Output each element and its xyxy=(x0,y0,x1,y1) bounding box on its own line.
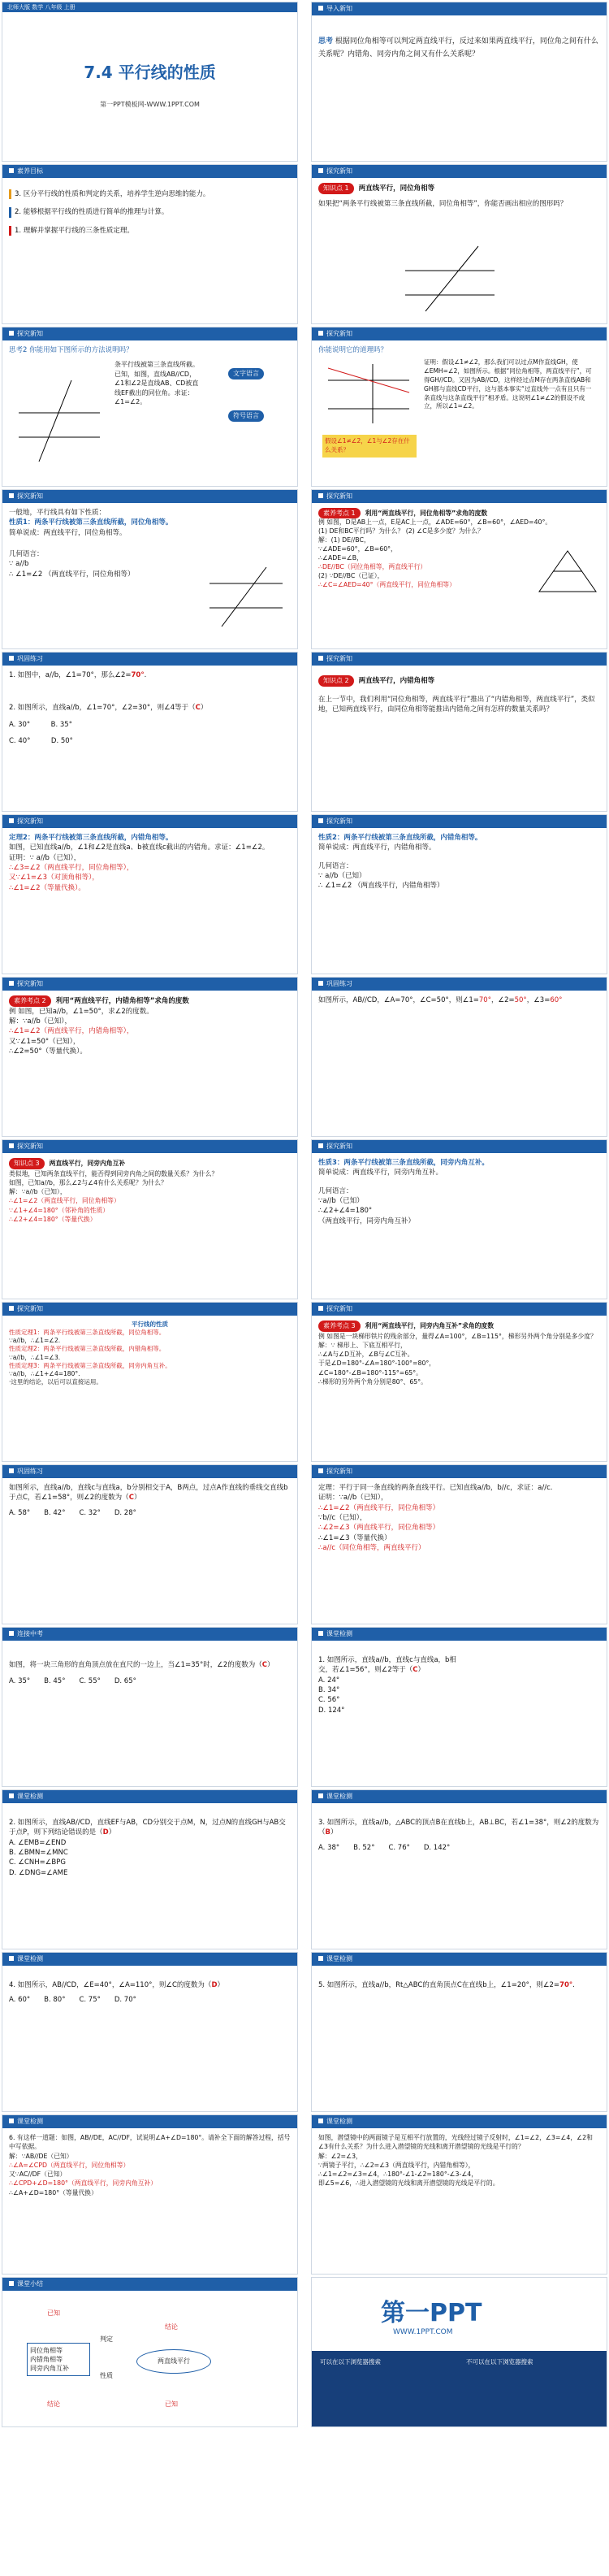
section-title: 两直线平行，同位角相等 xyxy=(358,184,435,193)
slide-p14 xyxy=(2,1302,298,1462)
label-known: 已知 xyxy=(47,2309,60,2317)
label-conclusion: 结论 xyxy=(165,2323,178,2331)
header: 课堂检测 xyxy=(17,1793,43,1800)
header: 课堂检测 xyxy=(326,1793,352,1800)
a2: ∵两镜子平行，∴∠2=∠3（两直线平行，内错角相等）， xyxy=(318,2161,475,2169)
tag-text: 文字语言 xyxy=(228,368,264,379)
title: 利用“两直线平行，同位角相等”求角的度数 xyxy=(365,510,488,517)
goal-1: 1. 理解并掌握平行线的三条性质定理。 xyxy=(9,226,291,236)
geo-line-1: ∵ a//b xyxy=(9,560,29,569)
l1: 解：∵AB//DE（已知） xyxy=(9,2152,73,2160)
slide-p16: 巩固练习 如图所示，直线a//b，直线c与直线a，b分别相交于A，B两点，过点A作直线的垂线交直线b于点C，若∠1=58°，则∠2的度数为（C） A. 58° B. 42° C. 32° D. 28° xyxy=(2,1464,298,1624)
opt-c: C. 40° xyxy=(9,736,31,745)
title: 平行线的性质 xyxy=(132,1321,168,1328)
question: 如图，已知直线a//b，∠1和∠2是直线a、b被直线c截出的内错角。求证：∠1=∠2。 xyxy=(9,843,270,852)
pill: 素养考点 1 xyxy=(318,508,361,518)
opt-c: C. 56° xyxy=(318,1696,340,1705)
ans: D xyxy=(211,1981,218,1989)
header: 课堂检测 xyxy=(326,2118,352,2125)
angle-relations: 同位角相等 内错角相等 同旁内角互补 xyxy=(27,2343,90,2376)
a5: (2) ∵DE//BC（已证）， xyxy=(318,571,384,579)
slide-p8 xyxy=(2,814,298,974)
header: 探究新知 xyxy=(17,330,43,337)
opt-a: A. ∠EMB=∠END xyxy=(9,1838,67,1847)
a3: ∴∠ADE=∠B， xyxy=(318,553,363,562)
header: 巩固练习 xyxy=(326,980,352,987)
opt-d: D. 50° xyxy=(50,736,73,745)
a1: 解：∵a//b（已知）， xyxy=(9,1017,71,1026)
property: 性质1：两条平行线被第三条直线所截，同位角相等。 xyxy=(9,518,173,527)
col2: 不可以在以下浏览器搜索 xyxy=(466,2358,533,2366)
figure xyxy=(15,376,104,466)
figure xyxy=(324,360,413,425)
header: 探究新知 xyxy=(326,330,352,337)
note: 假设∠1≠∠2，∠1与∠2存在什么关系？ xyxy=(322,435,417,458)
l3: ∵b//c（已知）， xyxy=(318,1513,367,1522)
opt-b: B. ∠BMN=∠MNC xyxy=(9,1848,68,1857)
tag-symbol: 符号语言 xyxy=(228,410,264,422)
header: 巩固练习 xyxy=(17,1468,43,1475)
a2: ∴∠A与∠D互补，∠B与∠C互补。 xyxy=(318,1351,414,1359)
l4: ∴∠CPD+∠D=180°（两直线平行，同旁内角互补） xyxy=(9,2179,158,2188)
s2b: ∵a//b，∴∠1=∠3. xyxy=(9,1353,61,1361)
opt-a: A. 30° xyxy=(9,720,31,729)
slide-p9 xyxy=(311,814,607,974)
slide-p19: 课堂检测 1. 如图所示，直线a//b，直线c与直线a，b相交，若∠1=56°，则∠2等于（C） A. 24° B. 34° C. 56° D. 124° xyxy=(311,1627,607,1787)
header: 课堂检测 xyxy=(17,2118,43,2125)
ex: 例 如图是一块梯形铁片的残余部分，量得∠A=100°，∠B=115°，梯形另外两个角分别是多少度？ xyxy=(318,1332,597,1340)
question: (1) DE和BC平行吗？为什么？ (2) ∠C是多少度？为什么？ xyxy=(318,527,484,536)
a4: ∴∠2=50°（等量代换）。 xyxy=(9,1047,87,1056)
note: ·这里的结论，以后可以直接运用。 xyxy=(9,1377,102,1386)
label-prop: 性质 xyxy=(100,2372,113,2379)
slide-cover xyxy=(2,2,298,162)
opt-b: B. 80° xyxy=(44,1996,66,2005)
opt-b: B. 35° xyxy=(50,720,72,729)
header: 探究新知 xyxy=(17,1143,43,1150)
l1: ∵ a//b（已知） xyxy=(318,871,366,880)
think: 思考2 你能用如下图所示的方法说明吗？ xyxy=(9,346,133,354)
q: 4. 如图所示，AB//CD，∠E=40°，∠A=110°，则∠C的度数为（ xyxy=(9,1981,212,1989)
mid: ，∠2= xyxy=(490,996,515,1004)
slide-p3 xyxy=(311,327,607,487)
l4: ∴∠2=∠3（两直线平行，同位角相等） xyxy=(318,1524,440,1533)
header: 巩固练习 xyxy=(17,655,43,662)
prop: 性质3：两条平行线被第三条直线所截，同旁内角互补。 xyxy=(318,1159,489,1167)
title: 利用“两直线平行，内错角相等”求角的度数 xyxy=(55,997,189,1005)
slide-p12 xyxy=(2,1139,298,1299)
l1: 证明：∵ a//b（已知）， xyxy=(9,853,81,862)
ans: D xyxy=(102,1828,109,1837)
l3: （两直线平行，同旁内角互补） xyxy=(318,1216,416,1225)
figure xyxy=(205,563,287,628)
slide-p7 xyxy=(311,652,607,812)
lead: 一般地，平行线具有如下性质： xyxy=(9,509,106,517)
cover-title: 7.4 平行线的性质 xyxy=(84,63,216,82)
ans: C xyxy=(412,1666,418,1675)
slide-p23: 课堂检测 5. 如图所示，直线a//b，Rt△ABC的直角顶点C在直线b上，∠1=20°，则∠2=70°. xyxy=(311,1952,607,2112)
ans: 70° xyxy=(559,1981,573,1989)
l2: ∴∠1=∠2（两直线平行，同位角相等） xyxy=(9,1197,120,1205)
opt-d: D. 142° xyxy=(423,1843,451,1852)
opt-b: B. 52° xyxy=(353,1843,375,1852)
slide-p2 xyxy=(2,327,298,487)
slide-p17 xyxy=(311,1464,607,1624)
slide-p13 xyxy=(311,1139,607,1299)
slide-p25 xyxy=(311,2114,607,2275)
knowledge-pill: 知识点 1 xyxy=(318,183,354,194)
header: 探究新知 xyxy=(326,1143,352,1150)
opt-c: C. 76° xyxy=(388,1843,410,1852)
l3: ∵∠1+∠4=180°（邻补角的性质） xyxy=(9,1206,110,1214)
proof-steps: 条平行线被第三条直线所截。已知，如图，直线AB//CD，∠1和∠2是直线AB、CD被直线EF截出的同位角。求证：∠1=∠2。 xyxy=(114,361,199,406)
intro-text: 根据同位角相等可以判定两直线平行，反过来如果两直线平行，同位角之间有什么关系呢？内错角、同旁内角之间又有什么关系呢？ xyxy=(318,37,598,59)
a4: ∴DE//BC（同位角相等，两直线平行） xyxy=(318,562,427,570)
slide-intro xyxy=(311,2,607,162)
pill: 知识点 3 xyxy=(9,1158,45,1169)
ans: C xyxy=(128,1494,134,1503)
a3: ∴∠1=∠2=∠3=∠4，∴180°-∠1-∠2=180°-∠3-∠4， xyxy=(318,2171,478,2179)
theorem: 定理2：两条平行线被第三条直线所截，内错角相等。 xyxy=(9,834,173,842)
opt-b: B. 34° xyxy=(318,1685,340,1694)
geo-label: 几何语言： xyxy=(9,549,44,558)
a2: ∴∠1=∠2（两直线平行，内错角相等）， xyxy=(9,1027,134,1036)
l3: 又∵AC//DF（已知） xyxy=(9,2171,67,2179)
opt-a: A. 24° xyxy=(318,1676,340,1685)
triangle-figure xyxy=(535,547,600,596)
header: 素养目标 xyxy=(17,167,43,175)
a1: 解：∵ 梯形上、下底互相平行， xyxy=(318,1341,407,1349)
title: 利用“两直线平行，同旁内角互补”求角的度数 xyxy=(365,1322,495,1329)
q1: 1. 如图中，a//b，∠1=70°，那么∠2= xyxy=(9,671,132,679)
q: 6. 有这样一道题：如图，AB//DE，AC//DF，试说明∠A+∠D=180°。请补全下面的解答过程，括号中写依据。 xyxy=(9,2134,291,2151)
col1: 可以在以下浏览器搜索 xyxy=(320,2358,381,2366)
opt-b: B. 45° xyxy=(44,1677,66,1686)
header: 课堂小结 xyxy=(17,2280,43,2288)
opt-b: B. 42° xyxy=(44,1508,66,1517)
opt-d: D. 70° xyxy=(114,1996,136,2005)
a1: 70° xyxy=(478,996,491,1004)
slide-p20: 课堂检测 2. 如图所示，直线AB//CD，直线EF与AB，CD分别交于点M，N，过点N的直线GH与AB交于点P，则下列结论错误的是（D） A. ∠EMB=∠END B. ∠BMN=∠MNC C. ∠CNH=∠BPG D. ∠DNG=∠AME xyxy=(2,1789,298,1949)
short: 简单说成：两直线平行，同旁内角互补。 xyxy=(318,1169,443,1177)
opt-c: C. 55° xyxy=(79,1677,101,1686)
ans: B xyxy=(325,1828,330,1837)
pill: 素养考点 2 xyxy=(9,995,51,1007)
q: 1. 如图所示，直线a//b，直线c与直线a，b相交，若∠1=56°，则∠2等于（ xyxy=(318,1656,456,1675)
header: 探究新知 xyxy=(17,492,43,500)
label-judge: 判定 xyxy=(100,2335,113,2343)
pill: 知识点 2 xyxy=(318,675,354,687)
s3: 性质定理3：两条平行线被第三条直线所截，同旁内角互补。 xyxy=(9,1361,171,1369)
a3: 又∵∠1=50°（已知）， xyxy=(9,1037,80,1046)
header: 课堂检测 xyxy=(326,1955,352,1962)
think-label: 思考 xyxy=(318,37,334,46)
header: 探究新知 xyxy=(326,1468,352,1475)
q: 2. 如图所示，直线AB//CD，直线EF与AB，CD分别交于点M，N，过点N的直线GH与AB交于点P，则下列结论错误的是（ xyxy=(9,1819,286,1837)
header: 导入新知 xyxy=(326,5,352,12)
slide-p1 xyxy=(311,164,607,324)
slide-p4 xyxy=(2,489,298,649)
q: 如图，已知a//b，那么∠2与∠4有什么关系呢？为什么？ xyxy=(9,1178,167,1186)
parallel-figure xyxy=(401,242,499,315)
opt-d: D. 124° xyxy=(318,1706,345,1715)
opt-a: A. 58° xyxy=(9,1508,31,1517)
l2: ∴∠2+∠4=180° xyxy=(318,1207,373,1216)
a2: C xyxy=(195,704,201,713)
example: 例 如图，D是AB上一点，E是AC上一点，∠ADE=60°，∠B=60°，∠AED=40°。 xyxy=(318,518,552,527)
q: 如图所示，直线a//b，直线c与直线a，b分别相交于A，B两点，过点A作直线的垂线交直线b于点C，若∠1=58°，则∠2的度数为（ xyxy=(9,1484,288,1503)
cover-subtitle: 第一PPT模板网-WWW.1PPT.COM xyxy=(100,101,200,108)
l2: ∴ ∠1=∠2 （两直线平行，内错角相等） xyxy=(318,882,444,891)
a5: ∴梯形的另外两个角分别是80°、65°。 xyxy=(318,1378,427,1386)
opt-a: A. 35° xyxy=(9,1677,31,1686)
opt-d: D. ∠DNG=∠AME xyxy=(9,1868,68,1877)
geo: 几何语言： xyxy=(318,1186,353,1195)
l2: ∴∠3=∠2（两直线平行，同位角相等）， xyxy=(9,863,134,872)
header: 探究新知 xyxy=(17,980,43,987)
l4: ∴∠2+∠4=180°（等量代换） xyxy=(9,1216,97,1224)
q: 3. 如图所示，直线a//b，△ABC的顶点B在直线b上，AB⊥BC，若∠1=38°，则∠2的度数为（ xyxy=(318,1819,599,1837)
opt-c: C. 75° xyxy=(79,1996,101,2005)
question: 如果把“两条平行线被第三条直线所截，同位角相等”，你能否画出相应的图形吗？ xyxy=(318,199,568,208)
s1: 性质定理1：两条平行线被第三条直线所截，同位角相等。 xyxy=(9,1329,166,1337)
l6: ∴a//c（同位角相等，两直线平行） xyxy=(318,1543,425,1552)
pill: 素养考点 3 xyxy=(318,1321,361,1332)
opt-c: C. ∠CNH=∠BPG xyxy=(9,1858,66,1867)
a6: ∴∠C=∠AED=40°（两直线平行，同位角相等） xyxy=(318,580,456,588)
a2: ∵∠ADE=60°，∠B=60°， xyxy=(318,544,397,553)
header: 探究新知 xyxy=(326,492,352,500)
slide-summary xyxy=(2,2277,298,2427)
title: 两直线平行，同旁内角互补 xyxy=(49,1160,126,1167)
short: 简单说成：两直线平行，同位角相等。 xyxy=(9,528,127,537)
l5: ∴∠A+∠D=180°（等量代换） xyxy=(9,2188,97,2197)
q: 5. 如图所示，直线a//b，Rt△ABC的直角顶点C在直线b上，∠1=20°，则∠2= xyxy=(318,1981,560,1989)
l1: 解：∵a//b（已知）， xyxy=(9,1188,67,1196)
slide-p11 xyxy=(311,977,607,1137)
slide-p24 xyxy=(2,2114,298,2275)
text: 在上一节中，我们利用“同位角相等，两直线平行”推出了“内错角相等，两直线平行”，类似地，已知两直线平行，由同位角相等能推出内错角之间有怎样的数量关系吗？ xyxy=(318,695,595,713)
a4: ∠C=180°-∠B=180°-115°=65°。 xyxy=(318,1368,422,1377)
s2: 性质定理2：两条平行线被第三条直线所截，内错角相等。 xyxy=(9,1345,166,1353)
l1: ∵a//b（已知） xyxy=(318,1196,364,1205)
header: 探究新知 xyxy=(17,817,43,825)
l5: ∴∠1=∠3（等量代换） xyxy=(318,1533,391,1542)
opt-a: A. 38° xyxy=(318,1843,340,1852)
header: 课堂检测 xyxy=(326,1630,352,1637)
a1: 解：(1) DE//BC， xyxy=(318,536,370,544)
q: 如图所示，AB//CD，∠A=70°，∠C=50°，则∠1= xyxy=(318,996,479,1004)
proof: 证明：假设∠1≠∠2，那么我们可以过点M作直线GH，使∠EMH=∠2，如图所示。根据“同位角相等，两直线平行”，可得GH//CD。又因为AB//CD，这样经过点M存在两条直线AB和GH都与直线CD平行，这与基本事实“过直线外一点有且只有一条直线与这条直线平行”相矛盾。这说明∠1≠∠2的假设不成立，所以∠1=∠2。 xyxy=(424,358,592,410)
header: 探究新知 xyxy=(326,167,352,175)
label-conclusion-2: 结论 xyxy=(47,2400,60,2408)
geo: 几何语言： xyxy=(318,861,353,870)
l4: ∴∠1=∠2（等量代换）。 xyxy=(9,883,85,892)
l1: 证明：∵a//b（已知）， xyxy=(318,1494,388,1503)
opt-a: A. 60° xyxy=(9,1996,31,2005)
end: ，∠3= xyxy=(526,996,551,1004)
opt-d: D. 28° xyxy=(114,1508,136,1517)
slide-p15 xyxy=(311,1302,607,1462)
slide-brand xyxy=(311,2277,607,2427)
brand-logo: 第一PPT xyxy=(381,2299,482,2327)
s1b: ∵a//b，∴∠1=∠2. xyxy=(9,1337,61,1345)
example: 例 如图，已知a//b，∠1=50°，求∠2的度数。 xyxy=(9,1007,153,1016)
slide-p10 xyxy=(2,977,298,1137)
l3: 又∵∠1=∠3（对顶角相等）， xyxy=(9,874,99,883)
a4: 即∠5=∠6，∴进入潜望镜的光线和离开潜望镜的光线是平行的。 xyxy=(318,2179,499,2188)
header: 课堂检测 xyxy=(17,1955,43,1962)
slide-p6: 巩固练习 1. 如图中，a//b，∠1=70°，那么∠2=70°. 2. 如图所示，直线a//b，∠1=70°，∠2=30°，则∠4等于（C） A. 30° B. 35° C. 40° D. 50° xyxy=(2,652,298,812)
l2: ∴∠A=∠CPD（两直线平行，同位角相等） xyxy=(9,2161,130,2169)
ans: C xyxy=(261,1661,267,1669)
think: 你能说明它的道理吗？ xyxy=(318,346,388,354)
slide-p18: 连接中考 如图，将一块三角形的直角顶点放在直尺的一边上，当∠1=35°时，∠2的度数为（C） A. 35° B. 45° C. 55° D. 65° xyxy=(2,1627,298,1787)
goal-2: 2. 能够根据平行线的性质进行简单的推理与计算。 xyxy=(9,207,291,217)
geo-line-2: ∴ ∠1=∠2 （两直线平行，同位角相等） xyxy=(9,570,135,579)
q: 定理：平行于同一条直线的两条直线平行。已知直线a//b，b//c，求证：a//c. xyxy=(318,1484,553,1492)
a2: 50° xyxy=(514,996,527,1004)
a3: 于是∠D=180°-∠A=180°-100°=80°， xyxy=(318,1360,436,1368)
a1: 解：∠2=∠3， xyxy=(318,2152,362,2160)
s3b: ∵a//b，∴∠1+∠4=180°. xyxy=(9,1369,80,1377)
goal-3: 3. 区分平行线的性质和判定的关系，培养学生逆向思维的能力。 xyxy=(9,189,291,199)
slide-goals xyxy=(2,164,298,324)
q: 如图，潜望镜中的两面镜子是互相平行放置的，光线经过镜子反射时，∠1=∠2，∠3=∠4，∠2和∠3有什么关系？为什么进入潜望镜的光线和离开潜望镜的光线是平行的？ xyxy=(318,2134,593,2151)
slide-p22: 课堂检测 4. 如图所示，AB//CD，∠E=40°，∠A=110°，则∠C的度数为（D） A. 60° B. 80° C. 75° D. 70° xyxy=(2,1952,298,2112)
header: 探究新知 xyxy=(326,1305,352,1312)
header: 连接中考 xyxy=(17,1630,43,1637)
opt-d: D. 65° xyxy=(114,1677,136,1686)
text: 类似地，已知两条直线平行，能否得到同旁内角之间的数量关系？为什么？ xyxy=(9,1169,218,1177)
parallel-ellipse: 两直线平行 xyxy=(136,2349,211,2374)
a3: 60° xyxy=(550,996,563,1004)
slide-p5 xyxy=(311,489,607,649)
slide-p21: 课堂检测 3. 如图所示，直线a//b，△ABC的顶点B在直线b上，AB⊥BC，若∠1=38°，则∠2的度数为（B） A. 38° B. 52° C. 76° D. 142° xyxy=(311,1789,607,1949)
title: 两直线平行，内错角相等 xyxy=(358,677,435,685)
brand-url: WWW.1PPT.COM xyxy=(393,2328,453,2336)
property: 性质2：两条平行线被第三条直线所截，内错角相等。 xyxy=(318,834,482,842)
l2: ∴∠1=∠2（两直线平行，同位角相等） xyxy=(318,1503,440,1512)
q: 如图，将一块三角形的直角顶点放在直尺的一边上，当∠1=35°时，∠2的度数为（ xyxy=(9,1661,262,1669)
cover-topbar: 北师大版 数学 八年级 上册 xyxy=(2,2,297,12)
label-known-2: 已知 xyxy=(165,2400,178,2408)
header: 探究新知 xyxy=(326,817,352,825)
opt-c: C. 32° xyxy=(79,1508,101,1517)
a1: 70° xyxy=(131,671,145,679)
q2: 2. 如图所示，直线a//b，∠1=70°，∠2=30°，则∠4等于（ xyxy=(9,704,196,713)
header: 探究新知 xyxy=(326,655,352,662)
header: 探究新知 xyxy=(17,1305,43,1312)
short: 简单说成：两直线平行，内错角相等。 xyxy=(318,843,436,852)
